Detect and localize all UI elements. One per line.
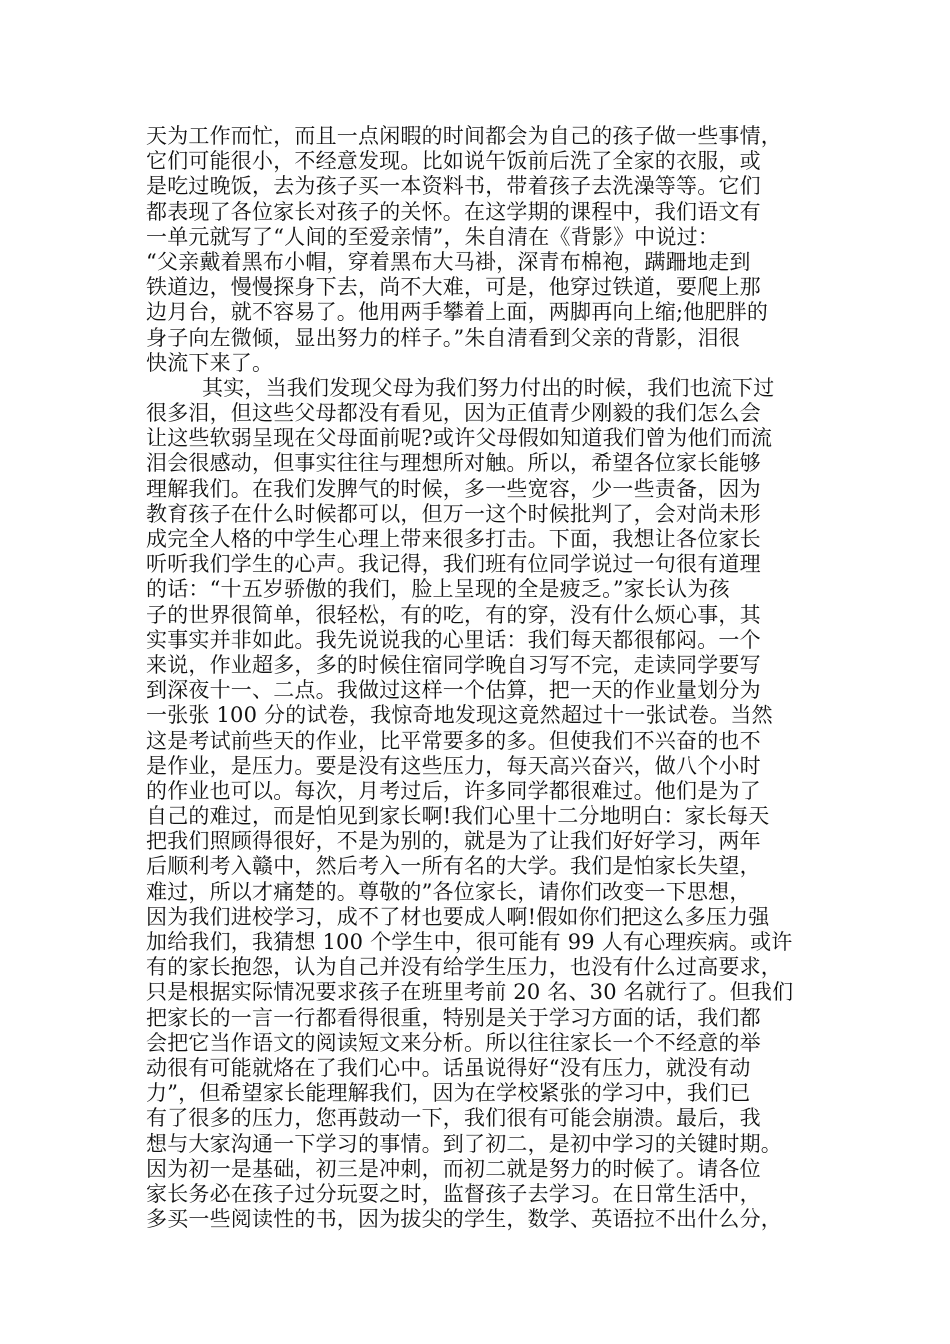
text-line: 的作业也可以。每次，月考过后，许多同学都很难过。他们是为了 <box>146 778 761 803</box>
text-line: 一单元就写了“人间的至爱亲情”，朱自清在《背影》中说过： <box>146 224 720 249</box>
text-line: 理解我们。在我们发脾气的时候，多一些宽容，少一些责备，因为 <box>146 476 761 501</box>
text-line: “父亲戴着黑布小帽，穿着黑布大马褂，深青布棉袍，蹒跚地走到 <box>146 249 751 274</box>
text-line: 身子向左微倾，显出努力的样子。”朱自清看到父亲的背影，泪很 <box>146 325 741 350</box>
text-line: 的话：“十五岁骄傲的我们，脸上呈现的全是疲乏。”家长认为孩 <box>146 577 730 602</box>
text-line: 是吃过晚饭，去为孩子买一本资料书，带着孩子去洗澡等等。它们 <box>146 174 761 199</box>
text-line: 一张张 100 分的试卷，我惊奇地发现这竟然超过十一张试卷。当然 <box>146 703 773 728</box>
text-line: 铁道边，慢慢探身下去，尚不大难，可是，他穿过铁道，要爬上那 <box>146 275 761 300</box>
text-line: 因为我们进校学习，成不了材也要成人啊!假如你们把这么多压力强 <box>146 904 770 929</box>
text-line: 泪会很感动，但事实往往与理想所对触。所以，希望各位家长能够 <box>146 451 761 476</box>
text-line: 自己的难过，而是怕见到家长啊!我们心里十二分地明白：家长每天 <box>146 804 770 829</box>
text-line: 来说，作业超多，多的时候住宿同学晚自习写不完，走读同学要写 <box>146 652 761 677</box>
text-line: 快流下来了。 <box>146 350 274 375</box>
text-line: 想与大家沟通一下学习的事情。到了初二，是初中学习的关键时期。 <box>146 1131 782 1156</box>
text-line: 这是考试前些天的作业，比平常要多的多。但使我们不兴奋的也不 <box>146 728 761 753</box>
text-line: 动很有可能就烙在了我们心中。话虽说得好“没有压力，就没有动 <box>146 1055 751 1080</box>
paragraph-start-line: 其实，当我们发现父母为我们努力付出的时候，我们也流下过 <box>202 375 775 400</box>
text-line: 是作业，是压力。要是没有这些压力，每天高兴奋兴，做八个小时 <box>146 753 761 778</box>
text-line: 因为初一是基础，初三是冲刺，而初二就是努力的时候了。请各位 <box>146 1156 761 1181</box>
text-line: 有了很多的压力，您再鼓动一下，我们很有可能会崩溃。最后，我 <box>146 1106 761 1131</box>
text-line: 实事实并非如此。我先说说我的心里话：我们每天都很郁闷。一个 <box>146 627 761 652</box>
text-line: 让这些软弱呈现在父母面前呢?或许父母假如知道我们曾为他们而流 <box>146 426 773 451</box>
text-line: 只是根据实际情况要求孩子在班里考前 20 名、30 名就行了。但我们 <box>146 980 794 1005</box>
body-text <box>146 124 826 1232</box>
text-line: 力”，但希望家长能理解我们，因为在学校紧张的学习中，我们已 <box>146 1081 751 1106</box>
text-line: 它们可能很小，不经意发现。比如说午饭前后洗了全家的衣服，或 <box>146 149 761 174</box>
text-line: 多买一些阅读性的书，因为拔尖的学生，数学、英语拉不出什么分， <box>146 1207 782 1232</box>
text-line: 子的世界很简单，很轻松，有的吃，有的穿，没有什么烦心事，其 <box>146 602 761 627</box>
text-line: 难过，所以才痛楚的。尊敬的”各位家长，请你们改变一下思想， <box>146 879 751 904</box>
text-line: 成完全人格的中学生心理上带来很多打击。下面，我想让各位家长 <box>146 527 761 551</box>
text-line: 很多泪，但这些父母都没有看见，因为正值青少刚毅的我们怎么会 <box>146 401 761 426</box>
text-line: 加给我们，我猜想 100 个学生中，很可能有 99 人有心理疾病。或许 <box>146 930 793 954</box>
text-line: 教育孩子在什么时候都可以，但万一这个时候批判了，会对尚未形 <box>146 501 761 526</box>
text-line: 家长务必在孩子过分玩耍之时，监督孩子去学习。在日常生活中， <box>146 1181 761 1206</box>
text-line: 边月台，就不容易了。他用两手攀着上面，两脚再向上缩;他肥胖的 <box>146 300 769 325</box>
text-line: 把我们照顾得很好，不是为别的，就是为了让我们好好学习，两年 <box>146 829 761 854</box>
text-line: 到深夜十一、二点。我做过这样一个估算，把一天的作业量划分为 <box>146 678 761 703</box>
text-line: 都表现了各位家长对孩子的关怀。在这学期的课程中，我们语文有 <box>146 199 761 224</box>
text-line: 把家长的一言一行都看得很重，特别是关于学习方面的话，我们都 <box>146 1005 761 1030</box>
text-line: 听听我们学生的心声。我记得，我们班有位同学说过一句很有道理 <box>146 552 761 577</box>
text-line: 后顺利考入赣中，然后考入一所有名的大学。我们是怕家长失望， <box>146 854 761 879</box>
text-line: 天为工作而忙，而且一点闲暇的时间都会为自己的孩子做一些事情， <box>146 124 782 148</box>
text-line: 有的家长抱怨，认为自己并没有给学生压力，也没有什么过高要求， <box>146 955 782 980</box>
text-line: 会把它当作语文的阅读短文来分析。所以往往家长一个不经意的举 <box>146 1030 761 1055</box>
